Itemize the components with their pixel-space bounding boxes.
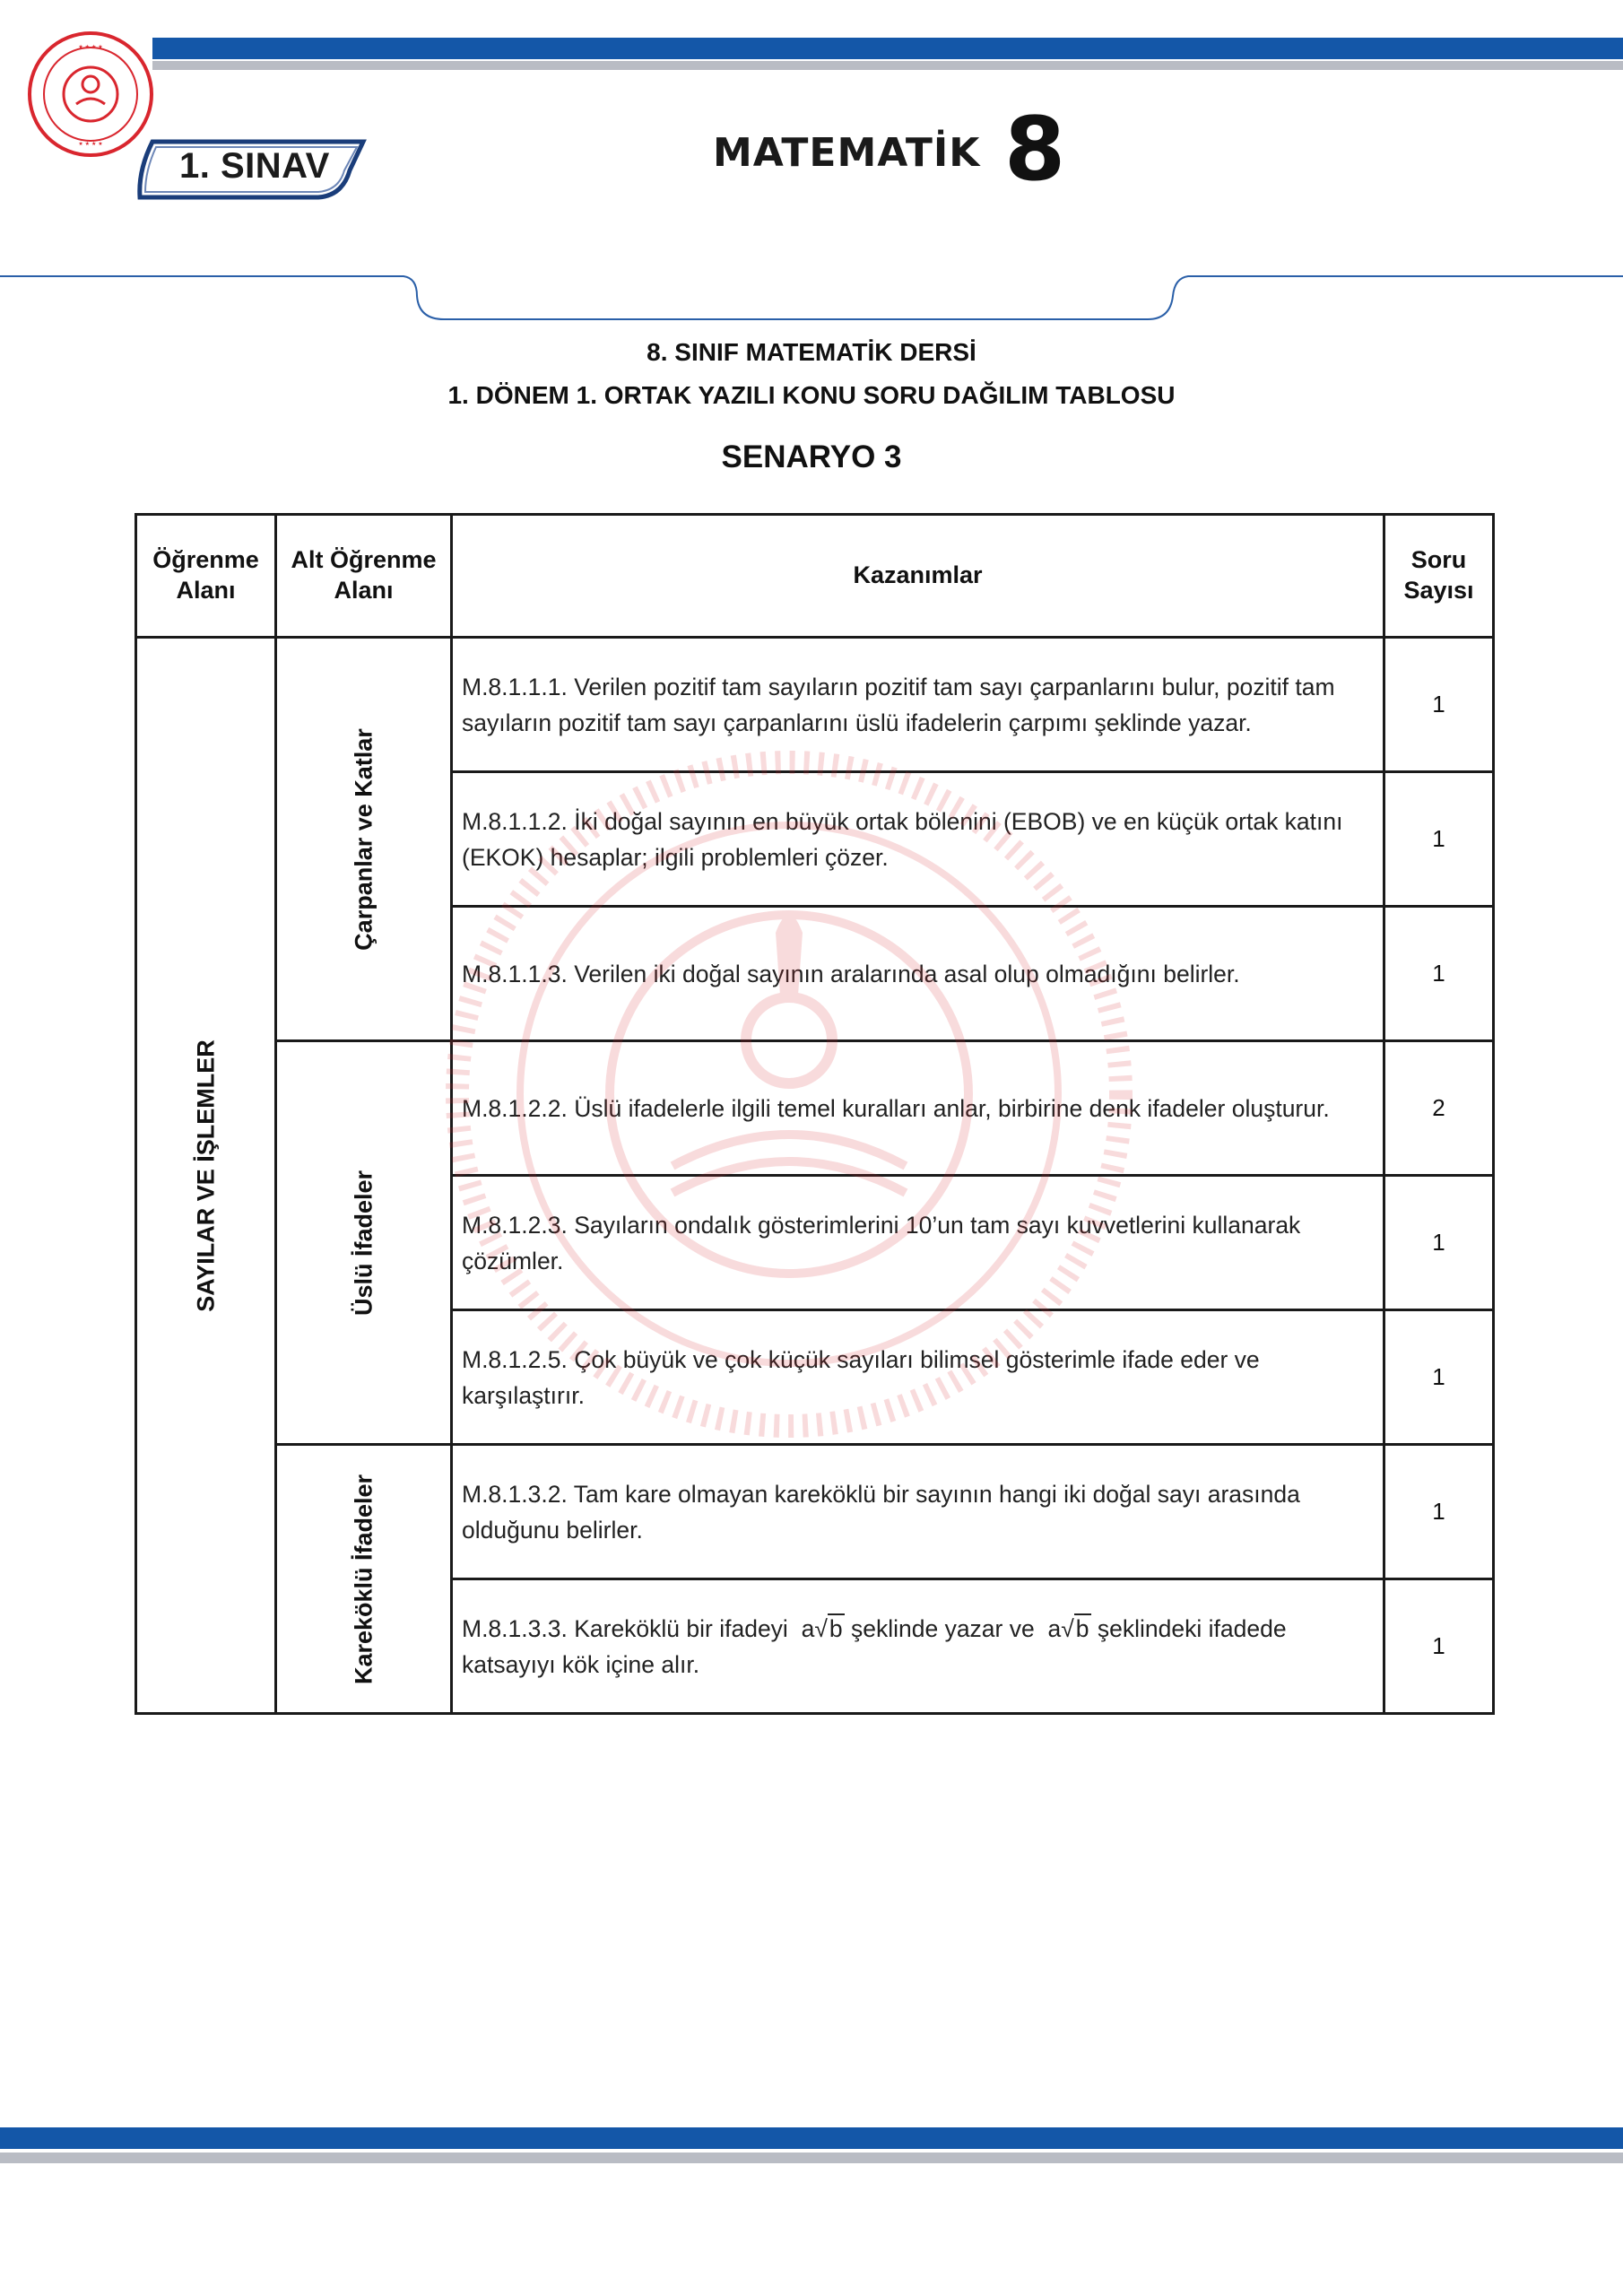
grade-number: 8 bbox=[1004, 99, 1066, 201]
table-header-row bbox=[136, 515, 1494, 638]
radical-expression: a√b bbox=[801, 1614, 843, 1642]
sub-area-label: Çarpanlar ve Katlar bbox=[350, 727, 377, 951]
header-bar-gray bbox=[152, 61, 1623, 70]
radical-coefficient: a bbox=[1047, 1614, 1062, 1642]
count-cell: 1 bbox=[1384, 1176, 1494, 1310]
header-area: Öğrenme Alanı bbox=[136, 515, 276, 638]
radical-expression: a√b bbox=[1047, 1614, 1089, 1642]
radicand: b bbox=[829, 1614, 843, 1642]
footer-bar-gray bbox=[0, 2152, 1623, 2163]
document-subtitle: 1. DÖNEM 1. ORTAK YAZILI KONU SORU DAĞILIM TABLOSU bbox=[447, 381, 1176, 409]
header-bar-blue bbox=[152, 38, 1623, 59]
count-cell: 1 bbox=[1384, 772, 1494, 907]
outcome-text-before: M.8.1.3.3. Kareköklü bir ifadeyi bbox=[462, 1614, 788, 1642]
count-cell: 1 bbox=[1384, 1579, 1494, 1714]
outcome-cell bbox=[452, 1579, 1384, 1714]
watermark-seal bbox=[439, 744, 1139, 1444]
sub-area-cell bbox=[276, 1041, 452, 1445]
outcome-text-middle: şeklinde yazar ve bbox=[850, 1614, 1035, 1642]
radical-coefficient: a bbox=[801, 1614, 815, 1642]
sub-area-cell bbox=[276, 1445, 452, 1714]
area-cell bbox=[136, 638, 276, 1714]
header-divider bbox=[0, 269, 1623, 332]
header-outcomes: Kazanımlar bbox=[452, 515, 1384, 638]
count-cell: 1 bbox=[1384, 907, 1494, 1041]
outcome-cell: M.8.1.3.2. Tam kare olmayan kareköklü bir sayının hangi iki doğal sayı arasında olduğunu belirler. bbox=[452, 1445, 1384, 1579]
table-row bbox=[136, 1445, 1494, 1579]
count-cell: 2 bbox=[1384, 1041, 1494, 1176]
outcome-cell: M.8.1.2.2. Üslü ifadelerle ilgili temel kuralları anlar, birbirine denk ifadeler oluşturur. bbox=[452, 1041, 1384, 1176]
scenario-title: SENARYO 3 bbox=[721, 439, 902, 474]
outcome-text-after: şeklindeki ifadede katsayıyı kök içine alır. bbox=[462, 1614, 1287, 1678]
sub-area-label: Kareköklü İfadeler bbox=[350, 1474, 377, 1684]
sub-area-label: Üslü İfadeler bbox=[350, 1170, 377, 1316]
sub-area-cell bbox=[276, 638, 452, 1041]
outcome-cell: M.8.1.1.2. İki doğal sayının en büyük ortak bölenini (EBOB) ve en küçük ortak katını (EKOK) hesaplar; ilgili problemleri çözer. bbox=[452, 772, 1384, 907]
outcome-cell: M.8.1.2.5. Çok büyük ve çok küçük sayıları bilimsel gösterimle ifade eder ve karşılaştırır. bbox=[452, 1310, 1384, 1445]
footer-bar-blue bbox=[0, 2127, 1623, 2149]
exam-label: 1. SINAV bbox=[179, 146, 330, 186]
count-cell: 1 bbox=[1384, 1310, 1494, 1445]
outcome-cell: M.8.1.2.3. Sayıların ondalık gösterimlerini 10’un tam sayı kuvvetlerini kullanarak çözümler. bbox=[452, 1176, 1384, 1310]
header-count: Soru Sayısı bbox=[1384, 515, 1494, 638]
count-cell: 1 bbox=[1384, 638, 1494, 772]
area-label: SAYILAR VE İŞLEMLER bbox=[192, 1039, 219, 1312]
header-sub-area: Alt Öğrenme Alanı bbox=[276, 515, 452, 638]
subject-title: MATEMATİK bbox=[713, 130, 981, 176]
outcome-cell: M.8.1.1.1. Verilen pozitif tam sayıların pozitif tam sayı çarpanlarını bulur, pozitif tam sayıların pozitif tam sayı çarpanlarını üslü ifadelerin çarpımı şeklinde yazar. bbox=[452, 638, 1384, 772]
radicand: b bbox=[1075, 1614, 1089, 1642]
outcome-cell: M.8.1.1.3. Verilen iki doğal sayının aralarında asal olup olmadığını belirler. bbox=[452, 907, 1384, 1041]
document-title: 8. SINIF MATEMATİK DERSİ bbox=[647, 338, 976, 366]
svg-text:★ ★ ★ ★: ★ ★ ★ ★ bbox=[78, 44, 103, 50]
svg-text:★ ★ ★ ★: ★ ★ ★ ★ bbox=[78, 141, 103, 147]
count-cell: 1 bbox=[1384, 1445, 1494, 1579]
